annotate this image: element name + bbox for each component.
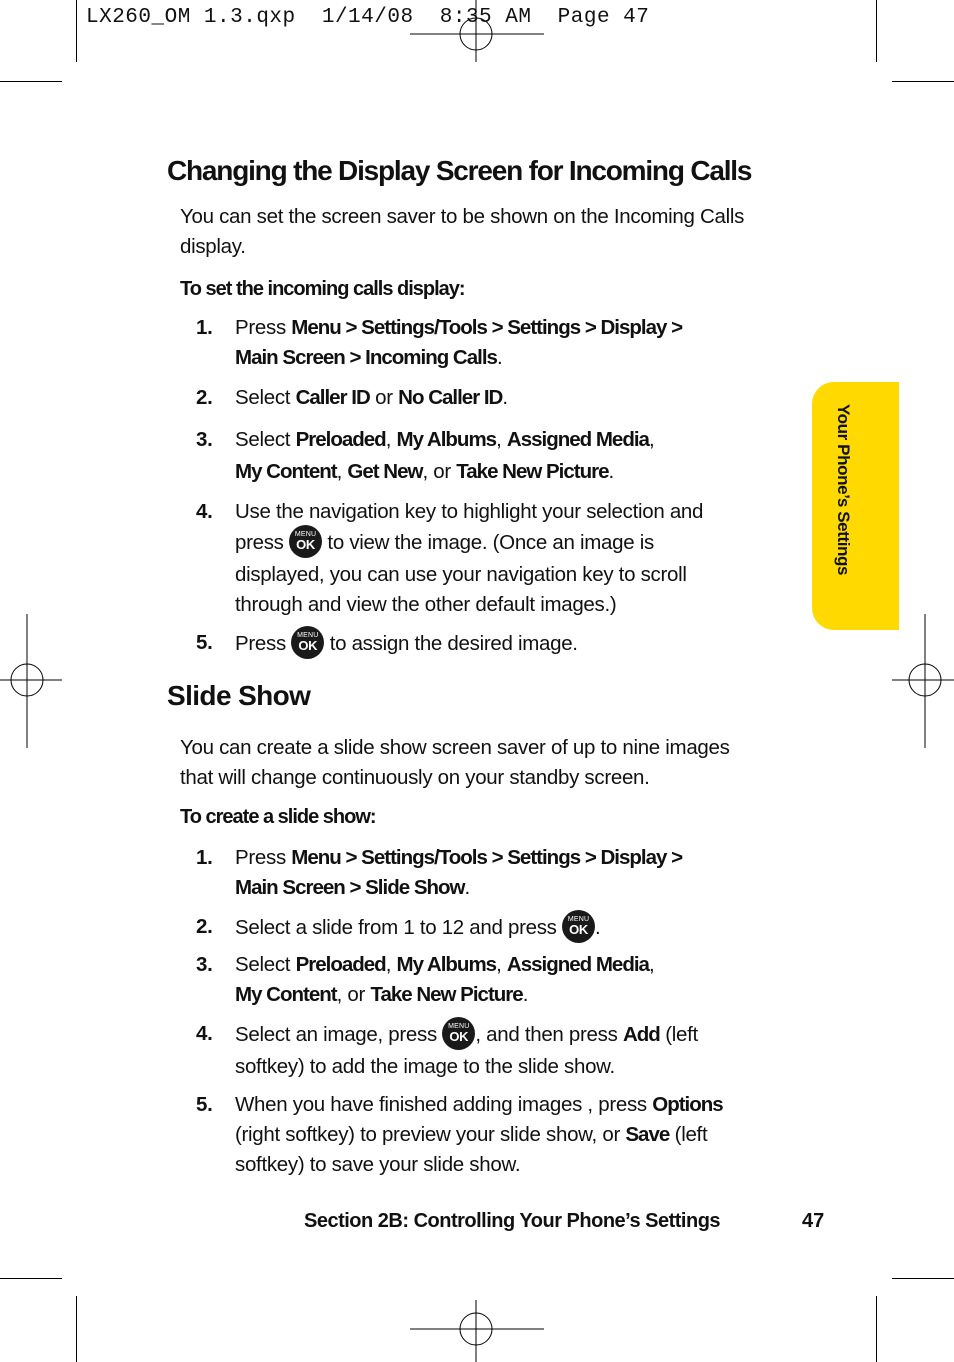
option: My Content: [235, 460, 337, 483]
menu-ok-key-icon: [291, 626, 324, 659]
step-number: 5.: [196, 631, 213, 654]
text: ,: [385, 428, 397, 451]
registration-mark-left: [0, 614, 62, 748]
step-number: 2.: [196, 915, 213, 938]
option: Preloaded: [295, 428, 386, 451]
menu-path: Main Screen > Incoming Calls: [235, 346, 497, 369]
text: , and then press: [475, 1022, 623, 1046]
text: , or: [336, 983, 371, 1006]
step: [196, 1019, 786, 1082]
text: press: [235, 530, 290, 554]
text: Select: [235, 953, 296, 976]
text: .: [522, 983, 529, 1006]
step-number: 5.: [196, 1093, 213, 1116]
crop-mark: [0, 1278, 62, 1279]
section-intro: [180, 202, 790, 262]
intro-line: You can set the screen saver to be shown on the Incoming Calls: [180, 205, 745, 228]
text: ,: [496, 953, 507, 976]
option: Take New Picture: [456, 460, 609, 483]
step-number: 2.: [196, 386, 213, 409]
icon-label: OK: [569, 922, 588, 937]
crop-mark: [892, 1278, 954, 1279]
option: Take New Picture: [370, 983, 523, 1006]
text: Press: [235, 316, 292, 339]
step: [196, 628, 786, 661]
step: [196, 843, 786, 903]
option: My Content: [235, 983, 337, 1006]
step-text: [235, 950, 786, 1010]
crop-mark: [76, 1296, 77, 1362]
step-text: [235, 497, 786, 620]
text: (left: [669, 1123, 708, 1146]
text: (left: [659, 1022, 698, 1046]
text: .: [496, 346, 503, 369]
menu-ok-key-icon: [442, 1017, 475, 1050]
icon-label: MENU: [448, 1023, 470, 1030]
text: Select an image, press: [235, 1022, 443, 1046]
text: Select: [235, 428, 296, 451]
subheading: To set the incoming calls display:: [180, 278, 465, 300]
option: No Caller ID: [398, 386, 503, 409]
icon-label: OK: [298, 638, 318, 653]
step: [196, 424, 786, 488]
crop-mark: [876, 1296, 877, 1362]
text: .: [595, 915, 601, 939]
icon-label: MENU: [297, 632, 319, 639]
menu-ok-key-icon: [562, 910, 595, 943]
step-text: [235, 383, 786, 413]
menu-path: Main Screen > Slide Show: [235, 876, 465, 899]
step-text: [235, 912, 786, 945]
option: Caller ID: [295, 386, 370, 409]
step: [196, 383, 786, 413]
footer-section-title: Section 2B: Controlling Your Phone’s Settings: [304, 1210, 721, 1232]
registration-mark-bottom: [410, 1300, 544, 1362]
menu-path: Menu > Settings/Tools > Settings > Display >: [291, 846, 683, 869]
option: My Albums: [396, 428, 497, 451]
text: to view the image. (Once an image is: [322, 530, 654, 554]
section-intro: [180, 733, 790, 793]
intro-line: You can create a slide show screen saver of up to nine images: [180, 736, 730, 759]
text: Select a slide from 1 to 12 and press: [235, 915, 563, 939]
icon-label: OK: [449, 1029, 469, 1044]
page-number: 47: [802, 1210, 825, 1232]
text: displayed, you can use your navigation key to scroll: [235, 563, 687, 586]
softkey-label: Options: [652, 1093, 723, 1116]
text: ,: [336, 460, 348, 483]
option: Assigned Media: [506, 428, 649, 451]
step-number: 1.: [196, 846, 213, 869]
step-text: [235, 628, 786, 661]
crop-mark: [76, 0, 77, 62]
step-text: [235, 1019, 786, 1082]
step-text: [235, 313, 786, 373]
text: When you have finished adding images , press: [235, 1093, 653, 1116]
text: Select: [235, 386, 296, 409]
step-text: [235, 1090, 786, 1180]
text: ,: [385, 953, 397, 976]
softkey-label: Save: [625, 1123, 670, 1146]
intro-line: display.: [180, 235, 246, 258]
step-number: 1.: [196, 316, 213, 339]
text: through and view the other default images.): [235, 593, 617, 616]
step: [196, 912, 786, 945]
step-number: 3.: [196, 428, 213, 451]
text: .: [464, 876, 470, 899]
slug-line: LX260_OM 1.3.qxp 1/14/08 8:35 AM Page 47: [86, 6, 650, 29]
icon-label: MENU: [294, 531, 317, 538]
step-text: [235, 843, 786, 903]
text: ,: [496, 428, 507, 451]
crop-mark: [892, 81, 954, 82]
registration-mark-right: [892, 614, 954, 748]
subheading: To create a slide show:: [180, 806, 376, 828]
side-section-tab: [812, 382, 899, 630]
text: .: [502, 386, 508, 409]
step: [196, 313, 786, 373]
icon-label: MENU: [567, 916, 590, 923]
text: softkey) to save your slide show.: [235, 1153, 521, 1176]
option: Preloaded: [295, 953, 386, 976]
step-number: 3.: [196, 953, 213, 976]
menu-path: Menu > Settings/Tools > Settings > Display >: [291, 316, 683, 339]
step-text: [235, 424, 786, 488]
step: [196, 950, 786, 1010]
step-number: 4.: [196, 1022, 213, 1045]
step-number: 4.: [196, 500, 213, 523]
section-title-incoming-calls: Changing the Display Screen for Incoming Calls: [167, 155, 752, 186]
text: .: [608, 460, 614, 483]
text: Press: [235, 846, 292, 869]
side-tab-label: Your Phone’s Settings: [834, 404, 853, 576]
menu-ok-key-icon: [289, 525, 322, 558]
option: Get New: [347, 460, 423, 483]
text: ,: [648, 953, 655, 976]
step: [196, 497, 786, 620]
crop-mark: [0, 81, 62, 82]
intro-line: that will change continuously on your standby screen.: [180, 766, 650, 789]
softkey-label: Add: [622, 1022, 660, 1046]
step: [196, 1090, 786, 1180]
crop-mark: [876, 0, 877, 62]
text: , or: [422, 460, 457, 483]
text: (right softkey) to preview your slide show, or: [235, 1123, 626, 1146]
section-title-slide-show: Slide Show: [167, 680, 311, 711]
option: My Albums: [396, 953, 497, 976]
text: or: [369, 386, 399, 409]
text: softkey) to add the image to the slide show.: [235, 1055, 615, 1078]
text: to assign the desired image.: [324, 631, 578, 655]
text: Press: [235, 631, 292, 655]
text: ,: [648, 428, 655, 451]
option: Assigned Media: [506, 953, 649, 976]
icon-label: OK: [296, 537, 315, 552]
text: Use the navigation key to highlight your selection and: [235, 500, 704, 523]
